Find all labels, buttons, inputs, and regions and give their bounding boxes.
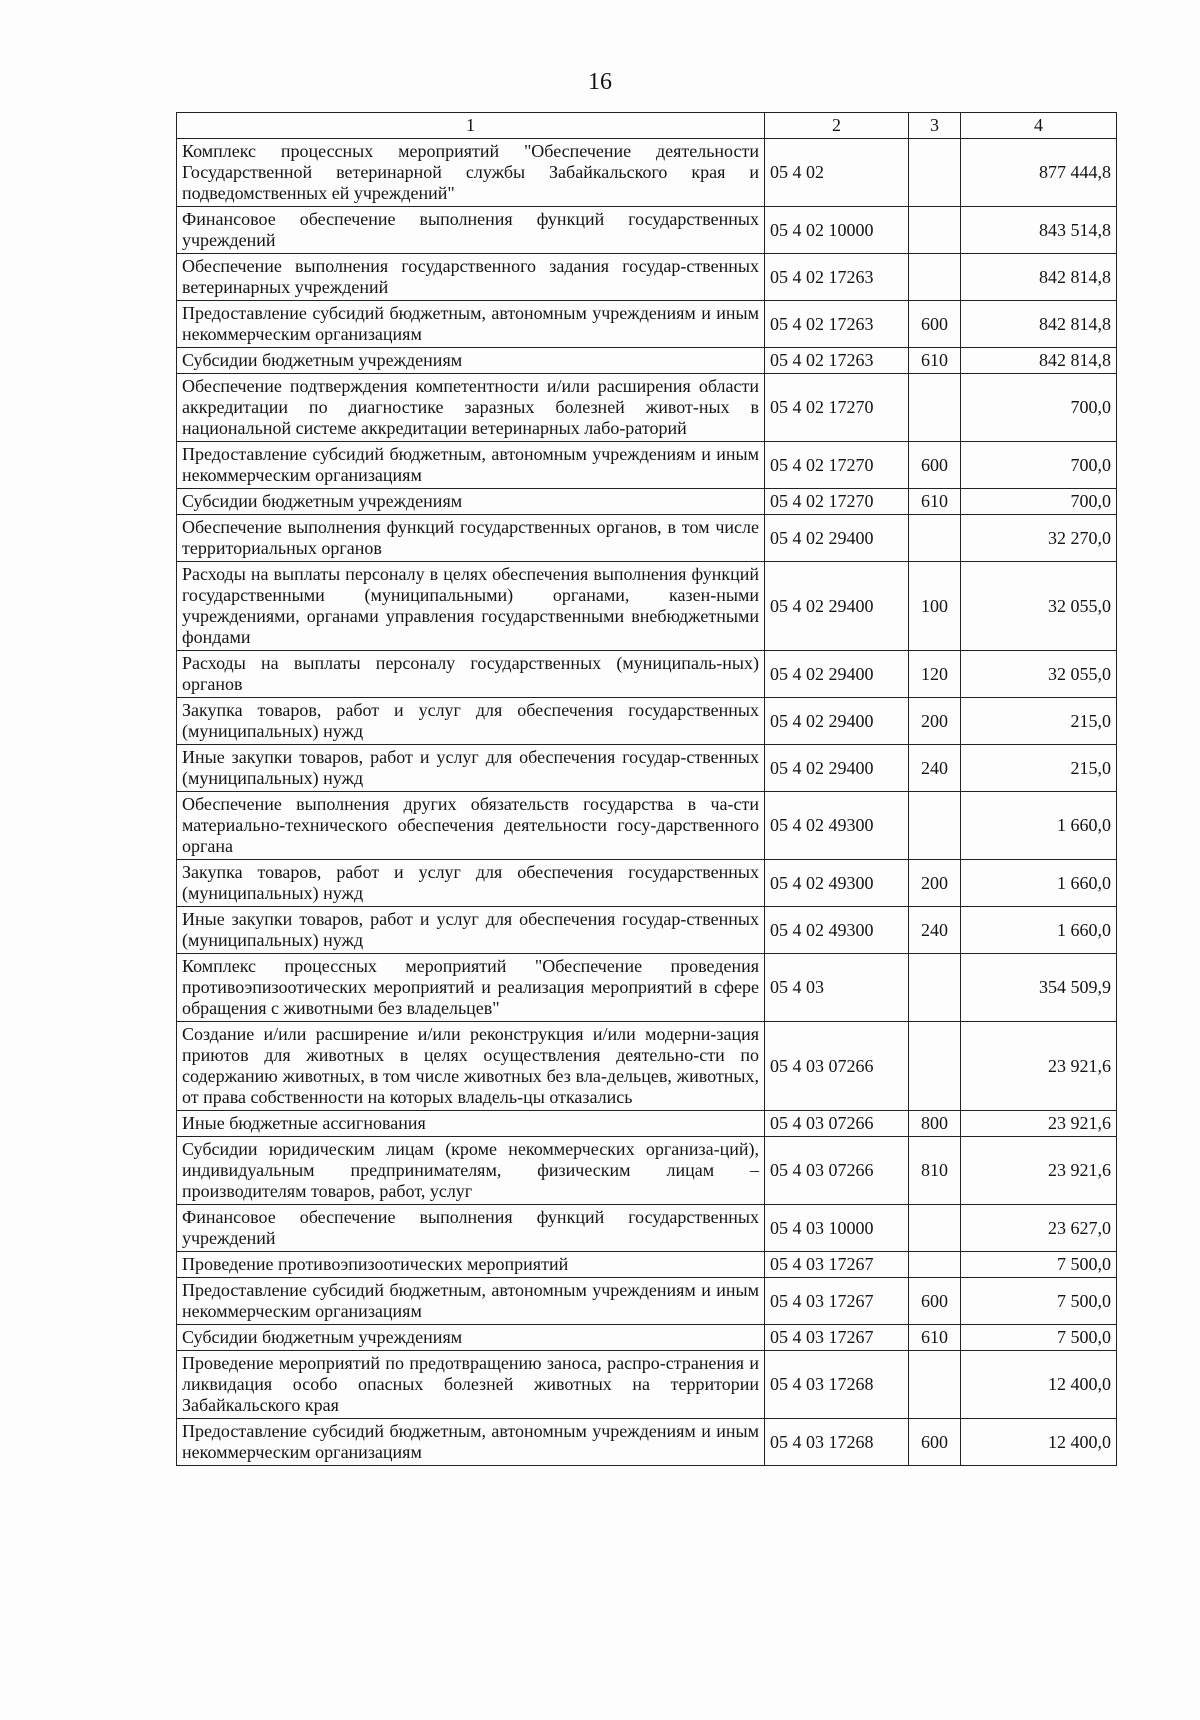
row-code: 05 4 03 10000 <box>765 1205 909 1252</box>
row-code: 05 4 02 49300 <box>765 860 909 907</box>
row-code: 05 4 02 10000 <box>765 207 909 254</box>
row-code: 05 4 03 <box>765 954 909 1022</box>
table-row <box>177 954 1117 1022</box>
row-name: Обеспечение выполнения других обязательств государства в ча-сти материально-технического обеспечения деятельности госу-дарственного органа <box>177 792 765 860</box>
table-row <box>177 348 1117 374</box>
row-code: 05 4 02 17263 <box>765 254 909 301</box>
row-code: 05 4 02 <box>765 139 909 207</box>
table-row <box>177 1111 1117 1137</box>
row-code: 05 4 02 49300 <box>765 792 909 860</box>
row-expense-type: 240 <box>909 907 961 954</box>
row-name: Финансовое обеспечение выполнения функций государственных учреждений <box>177 207 765 254</box>
row-expense-type <box>909 515 961 562</box>
row-name: Субсидии бюджетным учреждениям <box>177 348 765 374</box>
table-row <box>177 907 1117 954</box>
row-code: 05 4 02 17263 <box>765 348 909 374</box>
row-amount: 23 921,6 <box>961 1137 1117 1205</box>
row-expense-type: 200 <box>909 860 961 907</box>
row-name: Расходы на выплаты персоналу государственных (муниципаль-ных) органов <box>177 651 765 698</box>
row-expense-type: 120 <box>909 651 961 698</box>
row-code: 05 4 02 17270 <box>765 489 909 515</box>
row-expense-type <box>909 954 961 1022</box>
row-code: 05 4 02 29400 <box>765 745 909 792</box>
column-header-2: 2 <box>765 113 909 139</box>
row-code: 05 4 02 29400 <box>765 562 909 651</box>
row-amount: 7 500,0 <box>961 1252 1117 1278</box>
row-code: 05 4 03 17268 <box>765 1419 909 1466</box>
row-code: 05 4 02 17270 <box>765 374 909 442</box>
table-row <box>177 207 1117 254</box>
row-name: Расходы на выплаты персоналу в целях обеспечения выполнения функций государственными (муниципальными) органами, казен-ными учреждениями, органами управления государственными внебюджетными фондами <box>177 562 765 651</box>
row-expense-type <box>909 1205 961 1252</box>
row-expense-type: 600 <box>909 442 961 489</box>
row-name: Иные закупки товаров, работ и услуг для обеспечения государ-ственных (муниципальных) нужд <box>177 907 765 954</box>
row-amount: 12 400,0 <box>961 1419 1117 1466</box>
row-code: 05 4 03 17267 <box>765 1252 909 1278</box>
row-expense-type <box>909 792 961 860</box>
table-row <box>177 374 1117 442</box>
row-expense-type <box>909 1022 961 1111</box>
table-row <box>177 1022 1117 1111</box>
column-header-3: 3 <box>909 113 961 139</box>
row-amount: 23 627,0 <box>961 1205 1117 1252</box>
row-amount: 1 660,0 <box>961 792 1117 860</box>
row-amount: 842 814,8 <box>961 254 1117 301</box>
row-amount: 877 444,8 <box>961 139 1117 207</box>
row-code: 05 4 03 07266 <box>765 1022 909 1111</box>
row-amount: 32 055,0 <box>961 651 1117 698</box>
row-expense-type <box>909 1252 961 1278</box>
column-header-4: 4 <box>961 113 1117 139</box>
table-row <box>177 301 1117 348</box>
row-amount: 23 921,6 <box>961 1111 1117 1137</box>
row-name: Предоставление субсидий бюджетным, автономным учреждениям и иным некоммерческим организациям <box>177 1278 765 1325</box>
row-code: 05 4 02 17270 <box>765 442 909 489</box>
row-name: Субсидии бюджетным учреждениям <box>177 1325 765 1351</box>
table-row <box>177 1137 1117 1205</box>
row-code: 05 4 02 17263 <box>765 301 909 348</box>
row-expense-type <box>909 139 961 207</box>
row-expense-type <box>909 374 961 442</box>
budget-table <box>176 112 1117 1466</box>
row-expense-type <box>909 1351 961 1419</box>
row-code: 05 4 02 49300 <box>765 907 909 954</box>
row-name: Комплекс процессных мероприятий "Обеспечение деятельности Государственной ветеринарной службы Забайкальского края и подведомственных ей учреждений" <box>177 139 765 207</box>
page-number: 16 <box>588 69 612 95</box>
row-name: Проведение противоэпизоотических мероприятий <box>177 1252 765 1278</box>
row-amount: 700,0 <box>961 374 1117 442</box>
table-row <box>177 698 1117 745</box>
row-amount: 7 500,0 <box>961 1325 1117 1351</box>
header-row <box>177 113 1117 139</box>
row-expense-type: 610 <box>909 1325 961 1351</box>
row-amount: 700,0 <box>961 489 1117 515</box>
row-expense-type: 610 <box>909 489 961 515</box>
table-row <box>177 489 1117 515</box>
row-name: Комплекс процессных мероприятий "Обеспечение проведения противоэпизоотических мероприятий и реализация мероприятий в сфере обращения с животными без владельцев" <box>177 954 765 1022</box>
row-amount: 32 270,0 <box>961 515 1117 562</box>
row-code: 05 4 03 17267 <box>765 1325 909 1351</box>
row-expense-type: 610 <box>909 348 961 374</box>
row-code: 05 4 02 29400 <box>765 698 909 745</box>
row-code: 05 4 02 29400 <box>765 651 909 698</box>
row-expense-type: 600 <box>909 1419 961 1466</box>
row-expense-type: 600 <box>909 301 961 348</box>
row-expense-type: 200 <box>909 698 961 745</box>
row-name: Проведение мероприятий по предотвращению заноса, распро-странения и ликвидация особо опасных болезней животных на территории Забайкальского края <box>177 1351 765 1419</box>
row-expense-type: 240 <box>909 745 961 792</box>
row-amount: 842 814,8 <box>961 301 1117 348</box>
table-row <box>177 1419 1117 1466</box>
row-name: Иные бюджетные ассигнования <box>177 1111 765 1137</box>
table-row <box>177 745 1117 792</box>
row-name: Создание и/или расширение и/или реконструкция и/или модерни-зация приютов для животных в целях осуществления деятельно-сти по содержанию животных, в том числе животных без вла-дельцев, животных, от права собственности на которых владель-цы отказались <box>177 1022 765 1111</box>
row-expense-type <box>909 254 961 301</box>
row-name: Субсидии бюджетным учреждениям <box>177 489 765 515</box>
row-name: Финансовое обеспечение выполнения функций государственных учреждений <box>177 1205 765 1252</box>
row-amount: 12 400,0 <box>961 1351 1117 1419</box>
table-row <box>177 1205 1117 1252</box>
row-code: 05 4 03 17268 <box>765 1351 909 1419</box>
row-amount: 32 055,0 <box>961 562 1117 651</box>
table-row <box>177 792 1117 860</box>
row-expense-type: 810 <box>909 1137 961 1205</box>
table-row <box>177 1351 1117 1419</box>
row-amount: 843 514,8 <box>961 207 1117 254</box>
row-expense-type: 600 <box>909 1278 961 1325</box>
row-amount: 842 814,8 <box>961 348 1117 374</box>
row-name: Предоставление субсидий бюджетным, автономным учреждениям и иным некоммерческим организациям <box>177 442 765 489</box>
column-header-1: 1 <box>177 113 765 139</box>
row-name: Предоставление субсидий бюджетным, автономным учреждениям и иным некоммерческим организациям <box>177 301 765 348</box>
table-body <box>177 139 1117 1466</box>
table-row <box>177 139 1117 207</box>
table-row <box>177 562 1117 651</box>
row-code: 05 4 03 07266 <box>765 1137 909 1205</box>
row-name: Закупка товаров, работ и услуг для обеспечения государственных (муниципальных) нужд <box>177 698 765 745</box>
table-row <box>177 1252 1117 1278</box>
row-amount: 1 660,0 <box>961 907 1117 954</box>
table-row <box>177 1278 1117 1325</box>
row-amount: 215,0 <box>961 698 1117 745</box>
row-code: 05 4 03 07266 <box>765 1111 909 1137</box>
row-expense-type: 800 <box>909 1111 961 1137</box>
row-amount: 7 500,0 <box>961 1278 1117 1325</box>
row-code: 05 4 02 29400 <box>765 515 909 562</box>
table-row <box>177 651 1117 698</box>
row-expense-type <box>909 207 961 254</box>
row-name: Обеспечение выполнения функций государственных органов, в том числе территориальных органов <box>177 515 765 562</box>
row-expense-type: 100 <box>909 562 961 651</box>
row-amount: 1 660,0 <box>961 860 1117 907</box>
row-amount: 23 921,6 <box>961 1022 1117 1111</box>
table-row <box>177 515 1117 562</box>
row-name: Иные закупки товаров, работ и услуг для обеспечения государ-ственных (муниципальных) нужд <box>177 745 765 792</box>
row-name: Предоставление субсидий бюджетным, автономным учреждениям и иным некоммерческим организациям <box>177 1419 765 1466</box>
row-name: Обеспечение подтверждения компетентности и/или расширения области аккредитации по диагностике заразных болезней живот-ных в национальной системе аккредитации ветеринарных лабо-раторий <box>177 374 765 442</box>
row-amount: 215,0 <box>961 745 1117 792</box>
row-name: Обеспечение выполнения государственного задания государ-ственных ветеринарных учреждений <box>177 254 765 301</box>
row-amount: 354 509,9 <box>961 954 1117 1022</box>
table-row <box>177 254 1117 301</box>
row-code: 05 4 03 17267 <box>765 1278 909 1325</box>
row-name: Субсидии юридическим лицам (кроме некоммерческих организа-ций), индивидуальным предпринимателям, физическим лицам – производителям товаров, работ, услуг <box>177 1137 765 1205</box>
row-name: Закупка товаров, работ и услуг для обеспечения государственных (муниципальных) нужд <box>177 860 765 907</box>
table-row <box>177 442 1117 489</box>
table-row <box>177 860 1117 907</box>
row-amount: 700,0 <box>961 442 1117 489</box>
table-row <box>177 1325 1117 1351</box>
